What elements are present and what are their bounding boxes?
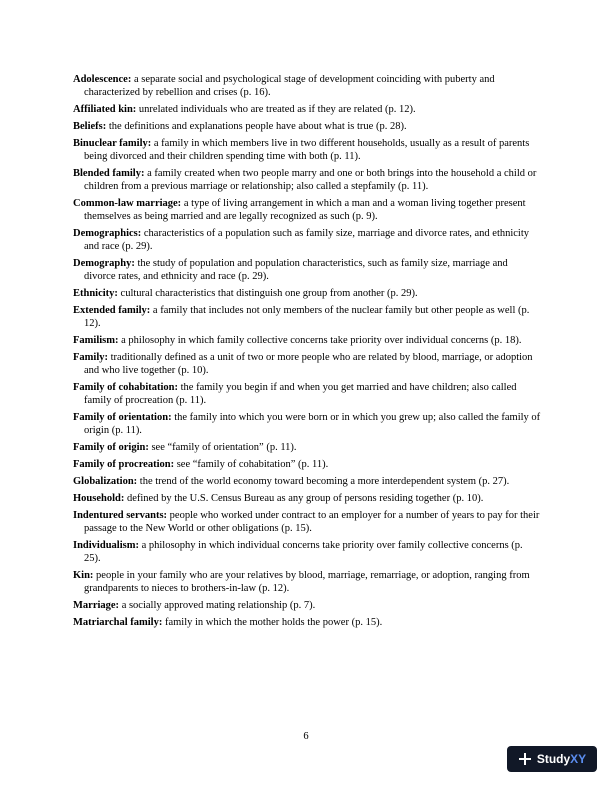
glossary-entry [73, 351, 541, 377]
glossary-entry [73, 103, 541, 116]
glossary-entry [73, 120, 541, 133]
brand-name-part1: Study [536, 752, 571, 766]
glossary-definition: a type of living arrangement in which a man and a woman living together present themselves as being married and are legally recognized as such (p. 9). [84, 198, 526, 222]
glossary-term: Family of orientation: [73, 412, 172, 423]
glossary-entry [73, 334, 541, 347]
glossary-entry [73, 137, 541, 163]
glossary-entry [73, 492, 541, 505]
glossary-definition: the family you begin if and when you get married and have children; also called family of procreation (p. 11). [84, 382, 517, 406]
glossary-definition: people in your family who are your relatives by blood, marriage, remarriage, or adoption, ranging from grandparents to nieces to brothers-in-law (p. 12). [84, 570, 530, 594]
glossary-definition: see “family of orientation” (p. 11). [151, 442, 297, 453]
glossary-definition: the family into which you were born or in which you grew up; also called the family of origin (p. 11). [84, 412, 541, 436]
glossary-entry [73, 569, 541, 595]
glossary-definition: see “family of cohabitation” (p. 11). [176, 459, 329, 470]
glossary-term: Family of origin: [73, 442, 149, 453]
glossary-term: Kin: [73, 570, 94, 581]
glossary-entry [73, 381, 541, 407]
glossary-definition: characteristics of a population such as family size, marriage and divorce rates, and ethnicity and race (p. 29). [84, 228, 530, 252]
glossary-term: Familism: [73, 335, 119, 346]
glossary-entry [73, 616, 541, 629]
glossary-definition: the study of population and population characteristics, such as family size, marriage and divorce rates, and ethnicity and race (p. 29). [84, 258, 508, 282]
glossary-definition: a family created when two people marry and one or both brings into the household a child or children from a previous marriage or relationship; also called a stepfamily (p. 11). [84, 168, 537, 192]
glossary-entry [73, 411, 541, 437]
glossary-term: Household: [73, 493, 125, 504]
glossary-definition: a family that includes not only members of the nuclear family but other people as well (p. 12). [84, 305, 530, 329]
brand-name-part2: XY [570, 752, 587, 766]
glossary-term: Demography: [73, 258, 135, 269]
glossary-entry [73, 539, 541, 565]
page-number: 6 [303, 731, 309, 742]
glossary-term: Demographics: [73, 228, 142, 239]
glossary-entry [73, 475, 541, 488]
glossary-term: Extended family: [73, 305, 151, 316]
glossary-entry [73, 73, 541, 99]
glossary-term: Matriarchal family: [73, 617, 163, 628]
glossary-definition: the definitions and explanations people have about what is true (p. 28). [108, 121, 407, 132]
glossary-definition: the trend of the world economy toward becoming a more interdependent system (p. 27). [139, 476, 510, 487]
glossary-entry [73, 257, 541, 283]
glossary-definition: a philosophy in which individual concerns take priority over family collective concerns (p. 25). [84, 540, 523, 564]
studyxy-badge[interactable] [507, 746, 597, 772]
glossary-term: Indentured servants: [73, 510, 168, 521]
glossary-definition: cultural characteristics that distinguish one group from another (p. 29). [120, 288, 418, 299]
glossary-term: Family: [73, 352, 108, 363]
glossary-term: Marriage: [73, 600, 120, 611]
glossary-term: Affiliated kin: [73, 104, 137, 115]
glossary-term: Ethnicity: [73, 288, 118, 299]
glossary-term: Beliefs: [73, 121, 107, 132]
glossary-term: Family of cohabitation: [73, 382, 178, 393]
glossary-term: Blended family: [73, 168, 145, 179]
glossary-entry [73, 287, 541, 300]
glossary-term: Common-law marriage: [73, 198, 182, 209]
glossary-entry [73, 458, 541, 471]
glossary-term: Globalization: [73, 476, 138, 487]
glossary-definition: traditionally defined as a unit of two or more people who are related by blood, marriage, or adoption and who live together (p. 10). [84, 352, 533, 376]
glossary-definition: people who worked under contract to an employer for a number of years to pay for their passage to the New World or other obligations (p. 15). [84, 510, 540, 534]
glossary-entry [73, 441, 541, 454]
glossary-entry [73, 167, 541, 193]
glossary-term: Family of procreation: [73, 459, 175, 470]
glossary-definition: unrelated individuals who are treated as if they are related (p. 12). [138, 104, 416, 115]
glossary-definition: a family in which members live in two different households, usually as a result of parents being divorced and their children spending time with both (p. 11). [84, 138, 530, 162]
glossary-entry [73, 197, 541, 223]
glossary-entry [73, 509, 541, 535]
glossary-definition: a separate social and psychological stage of development coinciding with puberty and characterized by rebellion and crises (p. 16). [84, 74, 495, 98]
glossary-list [73, 73, 541, 633]
glossary-term: Individualism: [73, 540, 139, 551]
glossary-entry [73, 304, 541, 330]
glossary-entry [73, 599, 541, 612]
plus-icon [518, 752, 532, 766]
glossary-definition: family in which the mother holds the power (p. 15). [164, 617, 383, 628]
glossary-definition: a philosophy in which family collective concerns take priority over individual concerns (p. 18). [121, 335, 522, 346]
glossary-definition: defined by the U.S. Census Bureau as any group of persons residing together (p. 10). [126, 493, 484, 504]
glossary-entry [73, 227, 541, 253]
glossary-term: Binuclear family: [73, 138, 152, 149]
glossary-term: Adolescence: [73, 74, 132, 85]
glossary-definition: a socially approved mating relationship (p. 7). [121, 600, 316, 611]
